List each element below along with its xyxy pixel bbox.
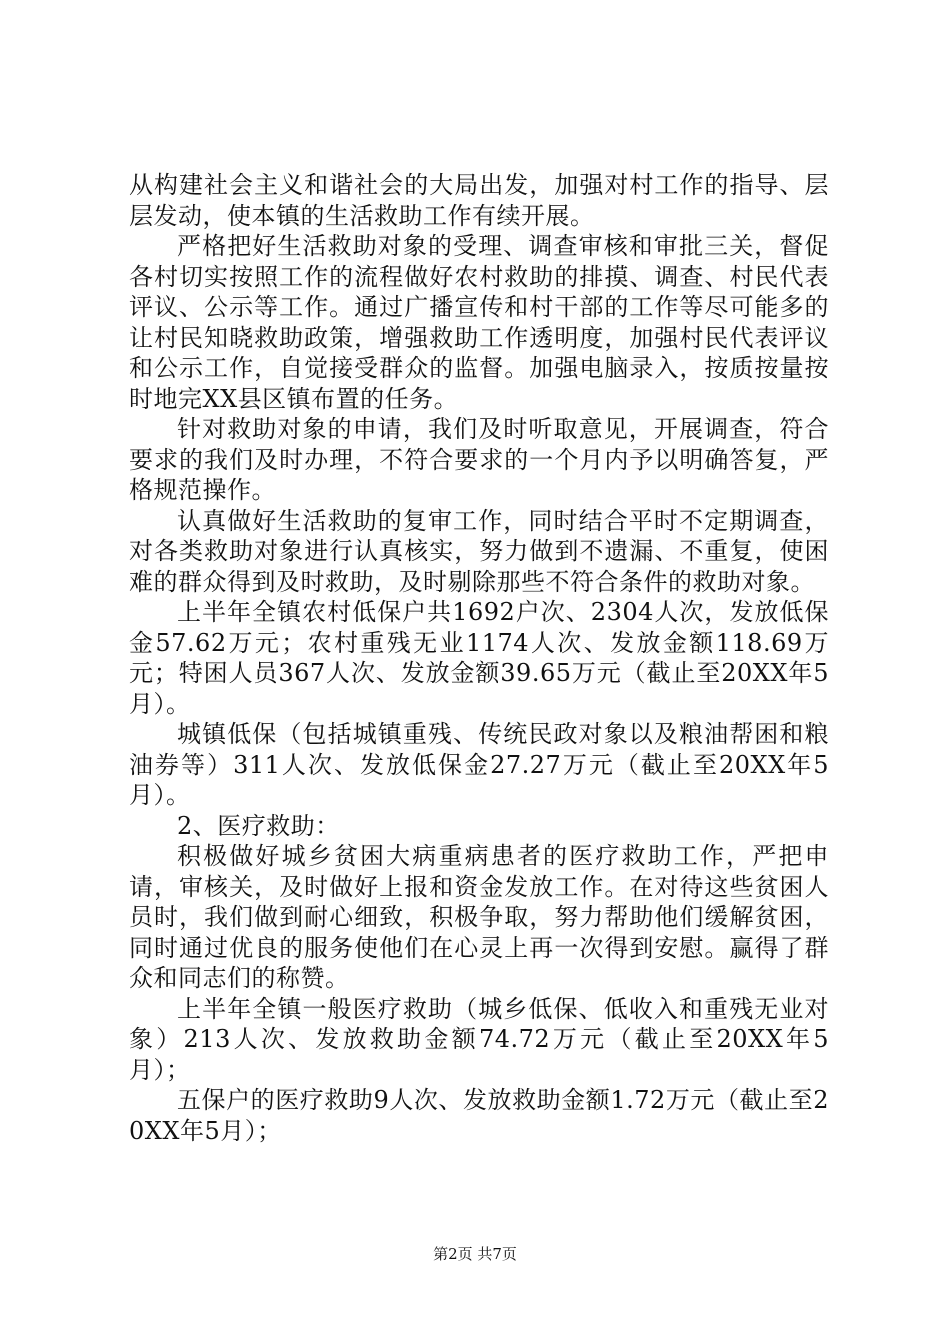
paragraph-application-handling: 针对救助对象的申请，我们及时听取意见，开展调查，符合要求的我们及时办理，不符合要求的一个月内予以明确答复，严格规范操作。	[129, 415, 829, 504]
document-body	[129, 170, 829, 1146]
paragraph-urban-statistics: 城镇低保（包括城镇重残、传统民政对象以及粮油帮困和粮油券等）311人次、发放低保金27.27万元（截止至20XX年5月）。	[129, 720, 829, 809]
section-heading-medical-aid: 2、医疗救助：	[177, 811, 340, 840]
paragraph-medical-aid-statistics: 上半年全镇一般医疗救助（城乡低保、低收入和重残无业对象）213人次、发放救助金额74.72万元（截止至20XX年5月）；	[129, 994, 829, 1084]
paragraph-five-guarantee-statistics: 五保户的医疗救助9人次、发放救助金额1.72万元（截止至20XX年5月）；	[129, 1086, 829, 1145]
paragraph-medical-aid-work: 积极做好城乡贫困大病重病患者的医疗救助工作，严把申请，审核关，及时做好上报和资金发放工作。在对待这些贫困人员时，我们做到耐心细致，积极争取，努力帮助他们缓解贫困，同时通过优良的服务使他们在心灵上再一次得到安慰。赢得了群众和同志们的称赞。	[129, 842, 829, 992]
paragraph-rural-statistics: 上半年全镇农村低保户共1692户次、2304人次，发放低保金57.62万元；农村重残无业1174人次、发放金额118.69万元；特困人员367人次、发放金额39.65万元（截止至20XX年5月）。	[129, 598, 829, 718]
page-number-footer: 第2页 共7页	[433, 1245, 517, 1263]
paragraph-continuation: 从构建社会主义和谐社会的大局出发，加强对村工作的指导、层层发动，使本镇的生活救助工作有续开展。	[129, 171, 829, 230]
paragraph-reexamination: 认真做好生活救助的复审工作，同时结合平时不定期调查，对各类救助对象进行认真核实，努力做到不遗漏、不重复，使困难的群众得到及时救助，及时剔除那些不符合条件的救助对象。	[129, 506, 829, 596]
paragraph-review-procedure: 严格把好生活救助对象的受理、调查审核和审批三关，督促各村切实按照工作的流程做好农村救助的排摸、调查、村民代表评议、公示等工作。通过广播宣传和村干部的工作等尽可能多的让村民知晓救助政策，增强救助工作透明度，加强村民代表评议和公示工作，自觉接受群众的监督。加强电脑录入，按质按量按时地完XX县区镇布置的任务。	[129, 232, 829, 413]
